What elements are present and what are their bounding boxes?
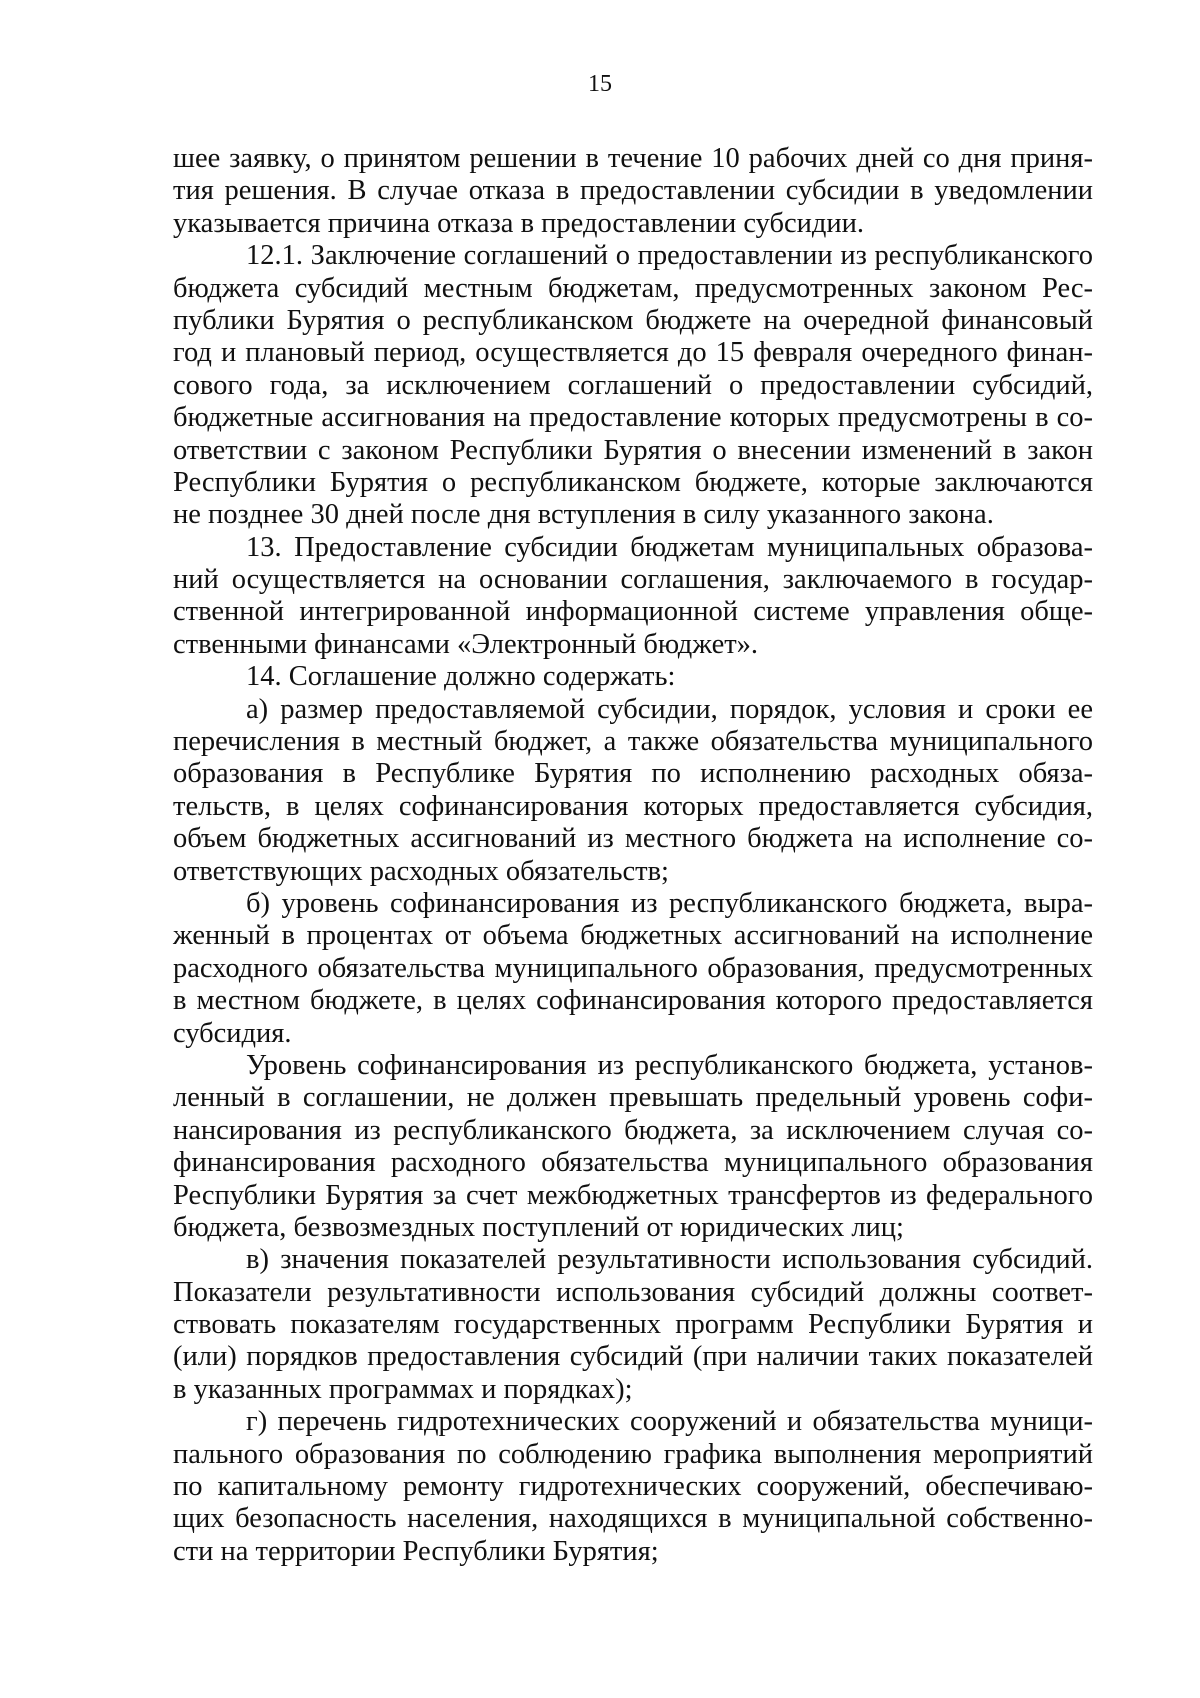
text-line: б) уровень софинансирования из республиканского бюджета, выра- xyxy=(246,887,1093,919)
text-line: 13. Предоставление субсидии бюджетам муниципальных образова- xyxy=(246,531,1093,563)
text-line: бюджета субсидий местным бюджетам, предусмотренных законом Рес- xyxy=(173,272,1093,304)
text-line: субсидия. xyxy=(173,1017,292,1049)
text-line: по капитальному ремонту гидротехнических сооружений, обеспечиваю- xyxy=(173,1471,1093,1503)
text-line: г) перечень гидротехнических сооружений и обязательства муници- xyxy=(246,1406,1093,1438)
text-line: ствовать показателям государственных программ Республики Бурятия и xyxy=(173,1309,1093,1341)
text-line: Республики Бурятия за счет межбюджетных трансфертов из федерального xyxy=(173,1179,1093,1211)
text-line: ний осуществляется на основании соглашения, заключаемого в государ- xyxy=(173,564,1093,596)
text-line: бюджетные ассигнования на предоставление которых предусмотрены в со- xyxy=(173,402,1093,434)
text-line: Уровень софинансирования из республиканского бюджета, установ- xyxy=(246,1049,1093,1081)
text-line: пального образования по соблюдению графика выполнения мероприятий xyxy=(173,1438,1093,1470)
text-line: ответствии с законом Республики Бурятия о внесении изменений в закон xyxy=(173,434,1093,466)
text-line: ственной интегрированной информационной системе управления обще- xyxy=(173,596,1093,628)
text-line: а) размер предоставляемой субсидии, порядок, условия и сроки ее xyxy=(246,693,1093,725)
text-line: нансирования из республиканского бюджета, за исключением случая со- xyxy=(173,1114,1093,1146)
text-line: финансирования расходного обязательства муниципального образования xyxy=(173,1147,1093,1179)
text-line: указывается причина отказа в предоставлении субсидии. xyxy=(173,207,865,239)
text-line: в) значения показателей результативности использования субсидий. xyxy=(246,1244,1093,1276)
text-line: сового года, за исключением соглашений о предоставлении субсидий, xyxy=(173,369,1093,401)
text-line: не позднее 30 дней после дня вступления в силу указанного закона. xyxy=(173,499,994,531)
text-line: ответствующих расходных обязательств; xyxy=(173,855,669,887)
text-line: щих безопасность населения, находящихся в муниципальной собственно- xyxy=(173,1503,1093,1535)
text-line: бюджета, безвозмездных поступлений от юридических лиц; xyxy=(173,1211,904,1243)
text-line: объем бюджетных ассигнований из местного бюджета на исполнение со- xyxy=(173,823,1093,855)
text-line: (или) порядков предоставления субсидий (при наличии таких показателей xyxy=(173,1341,1093,1373)
text-line: ственными финансами «Электронный бюджет». xyxy=(173,628,759,660)
text-line: 14. Соглашение должно содержать: xyxy=(246,661,676,693)
text-line: в местном бюджете, в целях софинансирования которого предоставляется xyxy=(173,985,1093,1017)
text-line: Показатели результативности использования субсидий должны соответ- xyxy=(173,1276,1093,1308)
text-line: 12.1. Заключение соглашений о предоставлении из республиканского xyxy=(246,240,1093,272)
text-line: Республики Бурятия о республиканском бюджете, которые заключаются xyxy=(173,466,1093,498)
page-number: 15 xyxy=(588,71,612,97)
text-line: публики Бурятия о республиканском бюджете на очередной финансовый xyxy=(173,304,1093,336)
text-line: тия решения. В случае отказа в предоставлении субсидии в уведомлении xyxy=(173,175,1093,207)
text-line: расходного обязательства муниципального образования, предусмотренных xyxy=(173,952,1093,984)
text-line: перечисления в местный бюджет, а также обязательства муниципального xyxy=(173,726,1093,758)
text-line: в указанных программах и порядках); xyxy=(173,1373,633,1405)
text-line: женный в процентах от объема бюджетных ассигнований на исполнение xyxy=(173,920,1093,952)
text-line: образования в Республике Бурятия по исполнению расходных обяза- xyxy=(173,758,1093,790)
text-line: шее заявку, о принятом решении в течение 10 рабочих дней со дня приня- xyxy=(173,143,1093,174)
text-line: год и плановый период, осуществляется до 15 февраля очередного финан- xyxy=(173,337,1093,369)
text-line: ленный в соглашении, не должен превышать предельный уровень софи- xyxy=(173,1082,1093,1114)
document-body xyxy=(173,143,1093,1568)
text-line: сти на территории Республики Бурятия; xyxy=(173,1535,659,1567)
text-line: тельств, в целях софинансирования которых предоставляется субсидия, xyxy=(173,790,1093,822)
